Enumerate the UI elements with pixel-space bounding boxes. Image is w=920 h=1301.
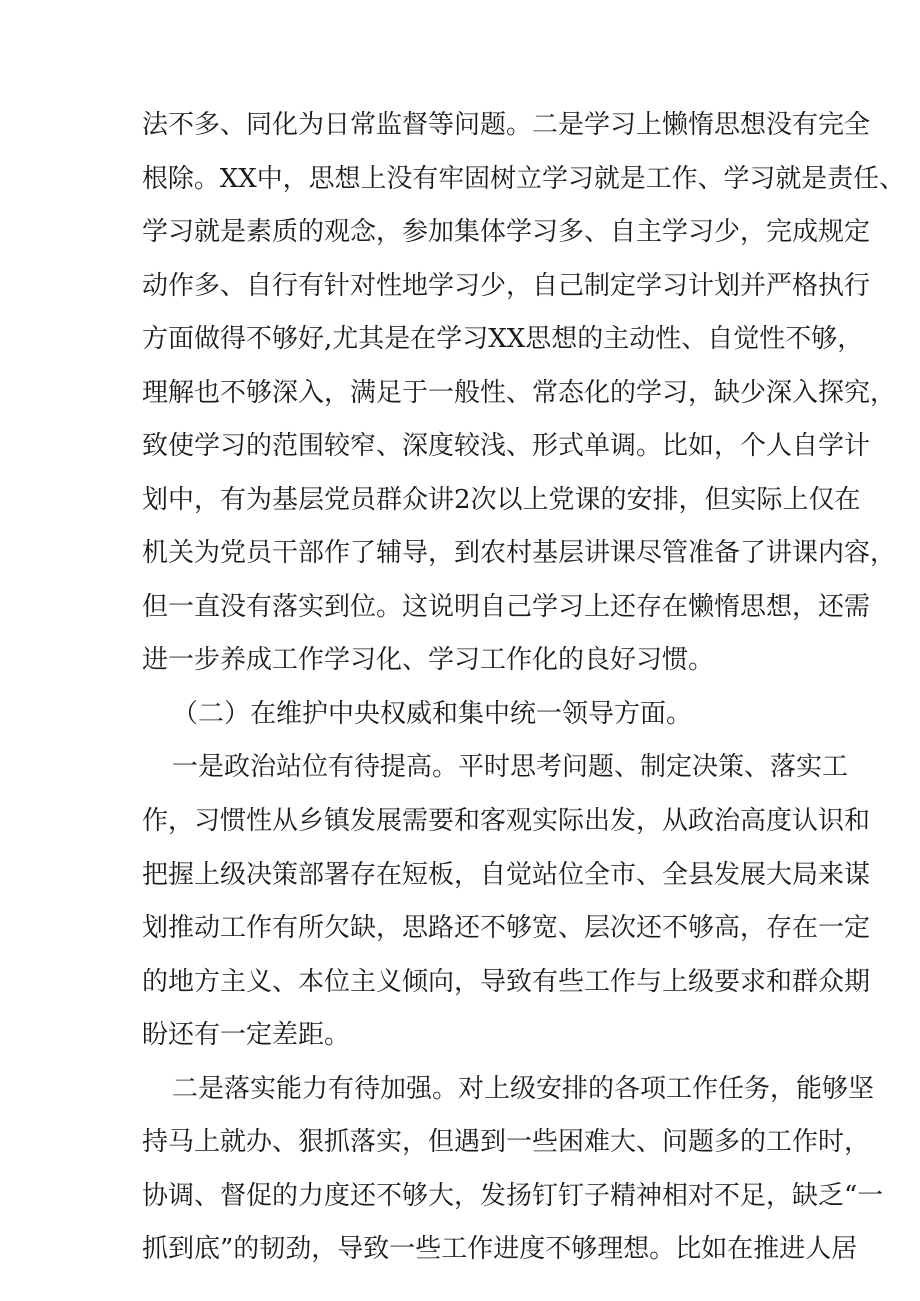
line-text: 机关为党员干部作了辅导，到农村基层讲课尽管准备了讲课内容， — [142, 538, 897, 568]
line-text: 划推动工作有所欠缺，思路还不够宽、层次还不够高，存在一定 — [142, 913, 871, 943]
text-line — [0, 319, 920, 359]
text-line — [0, 640, 920, 680]
text-line — [0, 1069, 920, 1109]
text-line — [0, 159, 920, 199]
line-text: 方面做得不够好,尤其是在学习XX思想的主动性、自觉性不够， — [142, 324, 864, 354]
text-line — [0, 212, 920, 252]
line-text: 作，习惯性从乡镇发展需要和客观实际出发，从政治高度认识和 — [142, 806, 871, 836]
line-text: 但一直没有落实到位。这说明自己学习上还存在懒惰思想，还需 — [142, 592, 871, 622]
line-text: 致使学习的范围较窄、深度较浅、形式单调。比如，个人自学计 — [142, 431, 871, 461]
section-heading — [0, 694, 920, 734]
text-line — [0, 480, 920, 520]
line-text: 理解也不够深入，满足于一般性、常态化的学习，缺少深入探究， — [142, 378, 897, 408]
text-line — [0, 747, 920, 787]
text-line — [0, 587, 920, 627]
line-text: 一是政治站位有待提高。平时思考问题、制定决策、落实工 — [172, 752, 849, 782]
text-line — [0, 801, 920, 841]
line-text: 进一步养成工作学习化、学习工作化的良好习惯。 — [142, 645, 715, 675]
line-text: 根除。XX中，思想上没有牢固树立学习就是工作、学习就是责任、 — [142, 164, 906, 194]
line-text: 的地方主义、本位主义倾向，导致有些工作与上级要求和群众期 — [142, 967, 871, 997]
line-text: 盼还有一定差距。 — [142, 1020, 351, 1050]
line-text: 二是落实能力有待加强。对上级安排的各项工作任务，能够坚 — [172, 1074, 875, 1104]
section-heading-text: （二）在维护中央权威和集中统一领导方面。 — [172, 699, 693, 729]
line-text: 学习就是素质的观念，参加集体学习多、自主学习少，完成规定 — [142, 217, 871, 247]
text-line — [0, 1015, 920, 1055]
text-line — [0, 533, 920, 573]
text-line — [0, 1122, 920, 1162]
line-text: 法不多、同化为日常监督等问题。二是学习上懒惰思想没有完全 — [142, 110, 871, 140]
text-line — [0, 1229, 920, 1269]
text-line — [0, 105, 920, 145]
line-text: 协调、督促的力度还不够大，发扬钉钉子精神相对不足，缺乏“一 — [142, 1181, 884, 1211]
text-line — [0, 426, 920, 466]
line-text: 把握上级决策部署存在短板，自觉站位全市、全县发展大局来谋 — [142, 860, 871, 890]
text-line — [0, 1176, 920, 1216]
line-text: 抓到底”的韧劲，导致一些工作进度不够理想。比如在推进人居 — [142, 1234, 858, 1264]
text-line — [0, 855, 920, 895]
line-text: 划中，有为基层党员群众讲2次以上党课的安排，但实际上仅在 — [142, 485, 861, 515]
text-line — [0, 908, 920, 948]
line-text: 持马上就办、狠抓落实，但遇到一些困难大、问题多的工作时， — [142, 1127, 871, 1157]
line-text: 动作多、自行有针对性地学习少，自己制定学习计划并严格执行 — [142, 271, 871, 301]
text-line — [0, 266, 920, 306]
text-line — [0, 962, 920, 1002]
text-line — [0, 373, 920, 413]
